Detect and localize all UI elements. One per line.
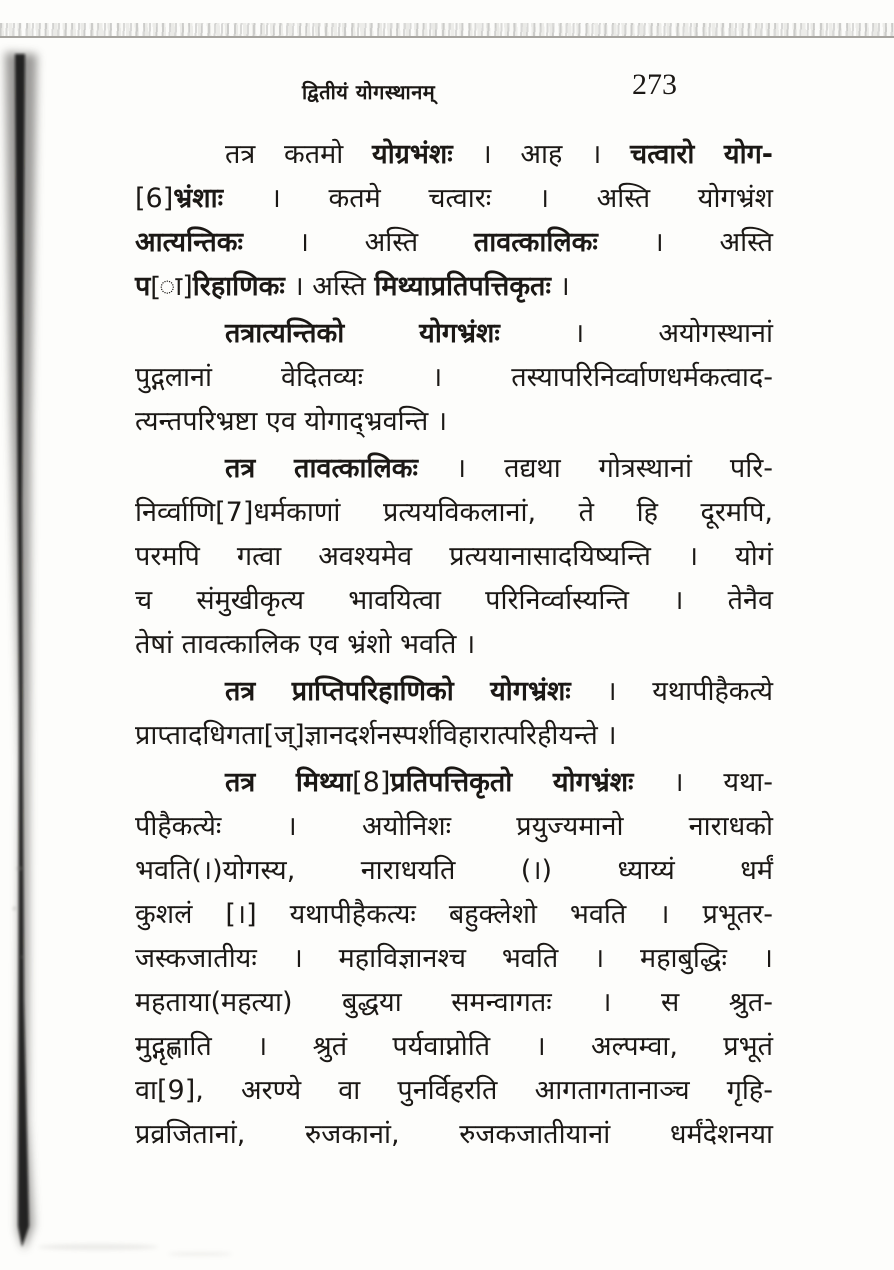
text-run: । अयोगस्थानां	[499, 318, 773, 349]
text-line	[135, 491, 773, 535]
text-line	[135, 400, 773, 444]
text-run: पुद्गलानां वेदितव्यः । तस्यापरिनिर्व्वाणधर्मकत्वाद-	[135, 362, 773, 393]
text-run: [6]	[135, 183, 174, 214]
text-line	[135, 893, 773, 937]
bold-text-run: प	[135, 271, 151, 302]
bold-text-run: तत्र मिथ्या	[225, 767, 353, 798]
text-line	[135, 1069, 773, 1113]
bold-text-run: योग्रभंशः	[372, 139, 453, 170]
text-run: प्राप्तादधिगता[ज्]ज्ञानदर्शनस्पर्शविहारात्परिहीयन्ते ।	[135, 720, 617, 751]
text-run: पीहैकत्येः । अयोनिशः प्रयुज्यमानो नाराधको	[135, 811, 773, 842]
text-line	[135, 579, 773, 623]
bold-text-run: तत्र प्राप्तिपरिहाणिको योगभ्रंशः	[225, 676, 571, 707]
bold-text-run: तत्रात्यन्तिको योगभ्रंशः	[225, 318, 500, 349]
text-line	[135, 356, 773, 400]
text-line	[135, 981, 773, 1025]
bold-text-run: चत्वारो योग-	[630, 139, 773, 170]
text-run: तत्र कतमो	[225, 139, 373, 170]
page-number: 273	[632, 68, 677, 101]
text-run: प्रव्रजितानां, रुजकानां, रुजकजातीयानां धर्मंदेशनया	[135, 1119, 773, 1150]
text-run: वा[9], अरण्ये वा पुनर्विहरति आगतागतानाञ्च गृहि-	[135, 1075, 773, 1106]
text-line	[135, 177, 773, 221]
text-line	[135, 670, 773, 714]
bold-text-run: प्रतिपत्तिकृतो योगभ्रंशः	[390, 767, 634, 798]
bold-text-run: रिहाणिकः	[192, 271, 285, 302]
text-run: । आह ।	[452, 139, 631, 170]
scan-artifact-speck	[12, 906, 17, 911]
scan-artifact-speck	[20, 955, 25, 959]
paragraph	[135, 670, 773, 758]
text-line	[135, 133, 773, 177]
text-line	[135, 447, 773, 491]
text-line	[135, 805, 773, 849]
bold-text-run: तत्र तावत्कालिकः	[225, 453, 418, 484]
text-run: भवति(।)योगस्य, नाराधयति (।) ध्याय्यं धर्मं	[135, 855, 773, 886]
paragraph	[135, 312, 773, 444]
paragraph	[135, 447, 773, 667]
text-run: । यथापीहैकत्ये	[570, 676, 774, 707]
text-line	[135, 265, 773, 309]
text-line	[135, 714, 773, 758]
page-body	[135, 133, 773, 1160]
scan-artifact-speck	[16, 866, 23, 871]
text-line	[135, 1025, 773, 1069]
bold-text-run: मिथ्याप्रतिपत्तिकृतः	[374, 271, 551, 302]
text-run: निर्व्वाणि[7]धर्मकाणां प्रत्ययविकलानां, ते हि दूरमपि,	[135, 497, 773, 528]
paragraph	[135, 761, 773, 1157]
text-run: ।	[550, 271, 570, 302]
text-run: । अस्ति	[284, 271, 375, 302]
text-line	[135, 221, 773, 265]
text-run: । तद्यथा गोत्रस्थानां परि-	[417, 453, 773, 484]
scan-artifact-top-band	[0, 23, 894, 38]
scan-artifact-smudge	[168, 1252, 232, 1256]
text-run: । अस्ति	[597, 227, 773, 258]
running-header-title: द्वितीयं योगस्थानम्	[302, 80, 436, 104]
paragraph	[135, 133, 773, 309]
text-line	[135, 535, 773, 579]
text-run: । अस्ति	[242, 227, 474, 258]
text-line	[135, 623, 773, 667]
text-line	[135, 849, 773, 893]
text-line	[135, 761, 773, 805]
text-line	[135, 937, 773, 981]
text-run: [8]	[352, 767, 391, 798]
text-run: । कतमे चत्वारः । अस्ति योगभ्रंश	[223, 183, 773, 214]
text-line	[135, 1113, 773, 1157]
bold-text-run: भ्रंशाः	[173, 183, 224, 214]
text-run: [ा]	[150, 271, 193, 302]
text-run: मुद्गृह्णाति । श्रुतं पर्यवाप्नोति । अल्पम्वा, प्रभूतं	[135, 1031, 773, 1062]
text-run: त्यन्तपरिभ्रष्टा एव योगाद्भ्रवन्ति ।	[135, 406, 448, 437]
text-run: । यथा-	[633, 767, 773, 798]
text-run: च संमुखीकृत्य भावयित्वा परिनिर्व्वास्यन्ति । तेनैव	[135, 585, 773, 616]
scan-artifact-smudge	[38, 1244, 158, 1250]
text-line	[135, 312, 773, 356]
text-run: जस्कजातीयः । महाविज्ञानश्च भवति । महाबुद्धिः ।	[135, 943, 773, 974]
text-run: कुशलं [।] यथापीहैकत्यः बहुक्लेशो भवति । प्रभूतर-	[135, 899, 773, 930]
scan-artifact-left-bar	[0, 0, 60, 1270]
text-run: तेषां तावत्कालिक एव भ्रंशो भवति ।	[135, 629, 476, 660]
bold-text-run: तावत्कालिकः	[473, 227, 598, 258]
text-run: महताया(महत्या) बुद्धया समन्वागतः । स श्रुत-	[135, 987, 773, 1018]
bold-text-run: आत्यन्तिकः	[135, 227, 243, 258]
text-run: परमपि गत्वा अवश्यमेव प्रत्ययानासादयिष्यन्ति । योगं	[135, 541, 773, 572]
